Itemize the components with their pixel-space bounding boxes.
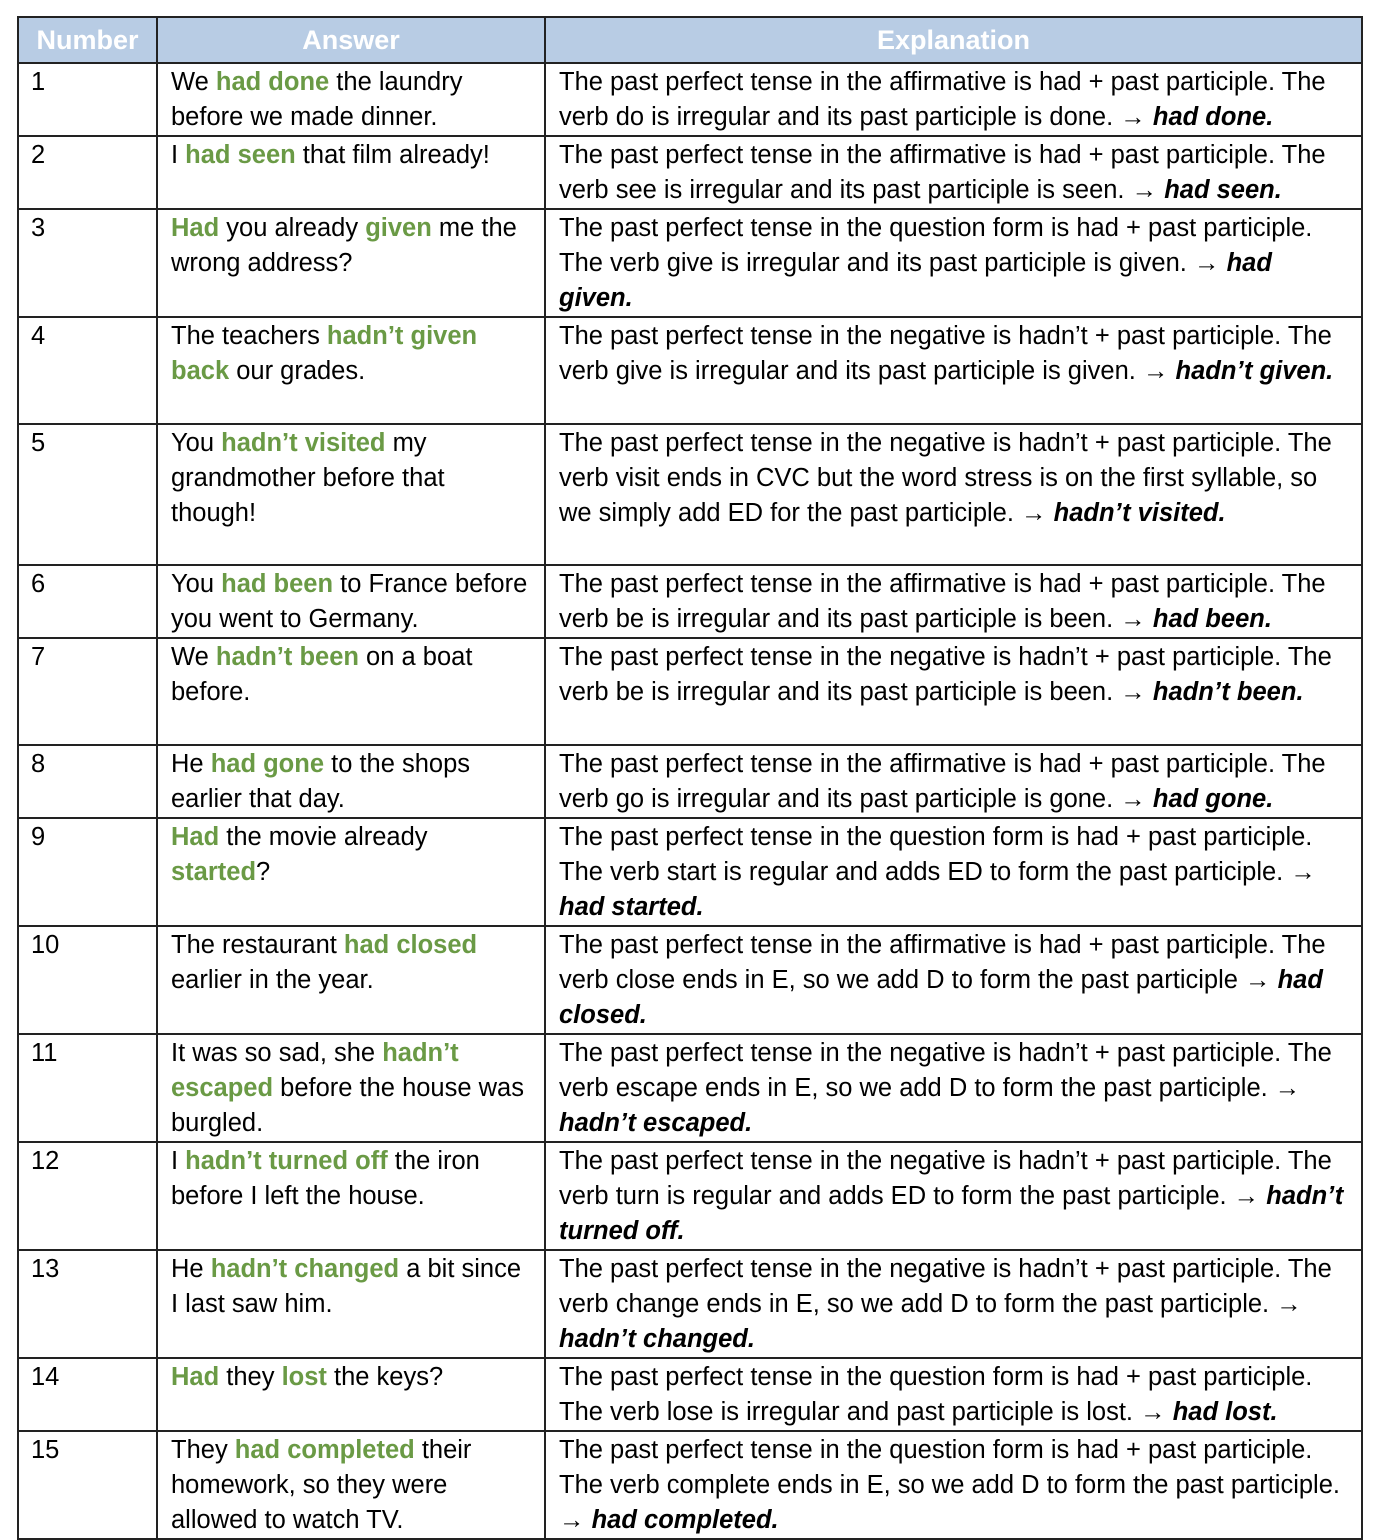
- answer-text: my grandmother before that though!: [171, 429, 445, 527]
- table-row: [18, 1431, 1362, 1539]
- arrow-right-icon: →: [1274, 1074, 1301, 1102]
- answer-text: We: [171, 643, 216, 671]
- result-form: had given.: [559, 249, 1272, 312]
- explanation-cell: [545, 63, 1362, 136]
- table-row: [18, 745, 1362, 818]
- answer-sentence: [171, 322, 477, 385]
- answer-cell: [157, 1358, 545, 1431]
- arrow-right-icon: →: [1120, 678, 1153, 706]
- answer-sentence: [171, 429, 445, 527]
- table-body: [18, 63, 1362, 1539]
- answer-verb-highlight: had closed: [343, 931, 478, 959]
- explanation-cell: [545, 136, 1362, 209]
- answer-verb-highlight: hadn’t given back: [171, 322, 478, 385]
- explanation-cell: [545, 565, 1362, 638]
- result-form: hadn’t escaped.: [559, 1109, 753, 1137]
- explanation-cell: [545, 424, 1362, 565]
- explanation-cell: [545, 1431, 1362, 1539]
- explanation-text: The past perfect tense in the affirmative is had + past participle. The verb do is irregular and its past participle is done.: [559, 68, 1326, 131]
- explanation-cell: [545, 638, 1362, 745]
- row-number: 5: [18, 424, 157, 565]
- answer-verb-highlight: had been: [221, 570, 334, 598]
- answer-verb-highlight: Had: [171, 214, 220, 242]
- row-number: 11: [18, 1034, 157, 1142]
- row-number: 15: [18, 1431, 157, 1539]
- answer-text: to the shops earlier that day.: [171, 750, 471, 813]
- explanation-cell: [545, 209, 1362, 317]
- explanation-cell: [545, 1142, 1362, 1250]
- arrow-right-icon: →: [1131, 176, 1165, 204]
- answer-verb-highlight: hadn’t visited: [221, 429, 386, 457]
- answer-text: to France before you went to Germany.: [171, 570, 528, 633]
- table-row: [18, 209, 1362, 317]
- table-row: [18, 818, 1362, 926]
- row-number: 9: [18, 818, 157, 926]
- result-form: hadn’t visited.: [1053, 499, 1226, 527]
- row-number: 12: [18, 1142, 157, 1250]
- answer-cell: [157, 1431, 545, 1539]
- answer-text: You: [171, 429, 222, 457]
- answer-sentence: [171, 1147, 480, 1210]
- answer-text: I: [171, 1147, 186, 1175]
- table-row: [18, 565, 1362, 638]
- result-form: had lost.: [1172, 1398, 1278, 1426]
- answer-verb-highlight: had seen: [185, 141, 296, 169]
- answer-text: I: [171, 141, 186, 169]
- answer-verb-highlight: hadn’t been: [215, 643, 359, 671]
- arrow-right-icon: →: [1245, 966, 1278, 994]
- arrow-right-icon: →: [1193, 249, 1227, 277]
- arrow-right-icon: →: [1120, 605, 1153, 633]
- answer-verb-highlight: given: [365, 214, 432, 242]
- table-row: [18, 63, 1362, 136]
- answer-text: a bit since I last saw him.: [171, 1255, 522, 1318]
- answer-text: The restaurant: [171, 931, 344, 959]
- result-form: had been.: [1152, 605, 1272, 633]
- arrow-right-icon: →: [1233, 1182, 1267, 1210]
- result-form: hadn’t been.: [1152, 678, 1304, 706]
- explanation-cell: [545, 317, 1362, 424]
- answer-cell: [157, 565, 545, 638]
- table-header: [18, 17, 1362, 63]
- explanation-text: The past perfect tense in the affirmative is had + past participle. The verb go is irregular and its past participle is gone.: [559, 750, 1326, 813]
- explanation-text: The past perfect tense in the question form is had + past participle. The verb give is irregular and its past participle is given.: [559, 214, 1313, 277]
- answer-sentence: [171, 1039, 524, 1137]
- answer-cell: [157, 424, 545, 565]
- answer-sentence: [171, 823, 428, 886]
- explanation-cell: [545, 1250, 1362, 1358]
- header-number: Number: [18, 17, 157, 63]
- table-row: [18, 926, 1362, 1034]
- answer-text: He: [171, 750, 211, 778]
- answer-text: on a boat before.: [171, 643, 473, 706]
- arrow-right-icon: →: [1120, 103, 1153, 131]
- table-row: [18, 1142, 1362, 1250]
- answer-text: The teachers: [171, 322, 327, 350]
- arrow-right-icon: →: [1290, 858, 1316, 886]
- explanation-text: The past perfect tense in the negative is hadn’t + past participle. The verb be is irregular and its past participle is been.: [559, 643, 1332, 706]
- answer-key-table-container: [17, 16, 1361, 1540]
- explanation-text: The past perfect tense in the affirmative is had + past participle. The verb be is irregular and its past participle is been.: [559, 570, 1326, 633]
- answer-cell: [157, 1250, 545, 1358]
- answer-sentence: [171, 68, 462, 131]
- answer-key-table: [17, 16, 1363, 1540]
- header-explanation: Explanation: [545, 17, 1362, 63]
- result-form: had gone.: [1152, 785, 1274, 813]
- answer-verb-highlight: lost: [281, 1363, 327, 1391]
- explanation-text: The past perfect tense in the question form is had + past participle. The verb start is regular and adds ED to form the past participle.: [559, 823, 1313, 886]
- arrow-right-icon: →: [1021, 499, 1054, 527]
- arrow-right-icon: →: [1140, 1398, 1173, 1426]
- table-row: [18, 1358, 1362, 1431]
- result-form: hadn’t turned off.: [559, 1182, 1344, 1245]
- result-form: had closed.: [559, 966, 1323, 1029]
- explanation-text: The past perfect tense in the affirmative is had + past participle. The verb see is irregular and its past participle is seen.: [559, 141, 1326, 204]
- answer-text: me the wrong address?: [171, 214, 517, 277]
- arrow-right-icon: →: [1276, 1290, 1302, 1318]
- table-row: [18, 136, 1362, 209]
- answer-cell: [157, 1034, 545, 1142]
- explanation-cell: [545, 818, 1362, 926]
- answer-cell: [157, 1142, 545, 1250]
- arrow-right-icon: →: [1120, 785, 1153, 813]
- answer-sentence: [171, 570, 527, 633]
- explanation-text: The past perfect tense in the question form is had + past participle. The verb lose is irregular and past participle is lost.: [559, 1363, 1313, 1426]
- explanation-text: The past perfect tense in the question form is had + past participle. The verb complete ends in E, so we add D to form the past participle.: [559, 1436, 1340, 1499]
- answer-text: the movie already: [219, 823, 428, 851]
- answer-verb-highlight: Had: [171, 1363, 220, 1391]
- answer-cell: [157, 209, 545, 317]
- explanation-cell: [545, 926, 1362, 1034]
- answer-verb-highlight: Had: [171, 823, 220, 851]
- result-form: had done.: [1152, 103, 1274, 131]
- answer-text: They: [171, 1436, 235, 1464]
- explanation-text: The past perfect tense in the negative is hadn’t + past participle. The verb visit ends in CVC but the word stress is on the first syllable, so we simply add ED for the past participle.: [559, 429, 1332, 527]
- explanation-text: The past perfect tense in the negative is hadn’t + past participle. The verb change ends in E, so we add D to form the past participle.: [559, 1255, 1332, 1318]
- answer-text: earlier in the year.: [171, 966, 374, 994]
- answer-verb-highlight: hadn’t escaped: [171, 1039, 459, 1102]
- answer-text: that film already!: [295, 141, 490, 169]
- header-row: [18, 17, 1362, 63]
- row-number: 1: [18, 63, 157, 136]
- answer-verb-highlight: hadn’t turned off: [185, 1147, 388, 1175]
- row-number: 13: [18, 1250, 157, 1358]
- answer-text: our grades.: [229, 357, 366, 385]
- answer-sentence: [171, 931, 477, 994]
- answer-verb-highlight: started: [171, 858, 257, 886]
- row-number: 2: [18, 136, 157, 209]
- answer-sentence: [171, 141, 490, 169]
- result-form: hadn’t changed.: [559, 1325, 755, 1353]
- answer-text: It was so sad, she: [171, 1039, 383, 1067]
- answer-cell: [157, 317, 545, 424]
- table-row: [18, 317, 1362, 424]
- answer-cell: [157, 818, 545, 926]
- explanation-text: The past perfect tense in the negative is hadn’t + past participle. The verb give is irregular and its past participle is given.: [559, 322, 1332, 385]
- header-answer: Answer: [157, 17, 545, 63]
- row-number: 7: [18, 638, 157, 745]
- answer-cell: [157, 638, 545, 745]
- answer-verb-highlight: hadn’t changed: [210, 1255, 400, 1283]
- table-row: [18, 638, 1362, 745]
- answer-verb-highlight: had gone: [210, 750, 325, 778]
- answer-text: ?: [256, 858, 271, 886]
- answer-text: the keys?: [326, 1363, 444, 1391]
- result-form: had completed.: [591, 1506, 779, 1534]
- answer-text: the iron before I left the house.: [171, 1147, 480, 1210]
- answer-text: the laundry before we made dinner.: [171, 68, 463, 131]
- answer-text: their homework, so they were allowed to watch TV.: [171, 1436, 472, 1534]
- explanation-text: The past perfect tense in the negative is hadn’t + past participle. The verb escape ends in E, so we add D to form the past participle.: [559, 1039, 1332, 1102]
- answer-text: before the house was burgled.: [171, 1074, 524, 1137]
- answer-text: We: [171, 68, 216, 96]
- answer-sentence: [171, 643, 472, 706]
- table-row: [18, 1034, 1362, 1142]
- row-number: 10: [18, 926, 157, 1034]
- row-number: 8: [18, 745, 157, 818]
- answer-verb-highlight: had done: [215, 68, 330, 96]
- explanation-text: The past perfect tense in the affirmative is had + past participle. The verb close ends in E, so we add D to form the past participle: [559, 931, 1326, 994]
- answer-sentence: [171, 750, 470, 813]
- explanation-cell: [545, 1034, 1362, 1142]
- answer-text: they: [219, 1363, 282, 1391]
- answer-cell: [157, 63, 545, 136]
- answer-text: He: [171, 1255, 211, 1283]
- arrow-right-icon: →: [559, 1506, 592, 1534]
- result-form: had seen.: [1164, 176, 1282, 204]
- table-row: [18, 424, 1362, 565]
- answer-verb-highlight: had completed: [234, 1436, 415, 1464]
- explanation-cell: [545, 745, 1362, 818]
- answer-sentence: [171, 1255, 521, 1318]
- answer-sentence: [171, 214, 517, 277]
- result-form: had started.: [559, 893, 704, 921]
- arrow-right-icon: →: [1142, 357, 1176, 385]
- explanation-cell: [545, 1358, 1362, 1431]
- answer-text: You: [171, 570, 222, 598]
- answer-cell: [157, 136, 545, 209]
- answer-text: you already: [219, 214, 366, 242]
- answer-cell: [157, 926, 545, 1034]
- row-number: 14: [18, 1358, 157, 1431]
- row-number: 6: [18, 565, 157, 638]
- result-form: hadn’t given.: [1175, 357, 1334, 385]
- answer-cell: [157, 745, 545, 818]
- table-row: [18, 1250, 1362, 1358]
- row-number: 4: [18, 317, 157, 424]
- explanation-text: The past perfect tense in the negative is hadn’t + past participle. The verb turn is regular and adds ED to form the past participle.: [559, 1147, 1332, 1210]
- row-number: 3: [18, 209, 157, 317]
- answer-sentence: [171, 1436, 471, 1534]
- answer-sentence: [171, 1363, 443, 1391]
